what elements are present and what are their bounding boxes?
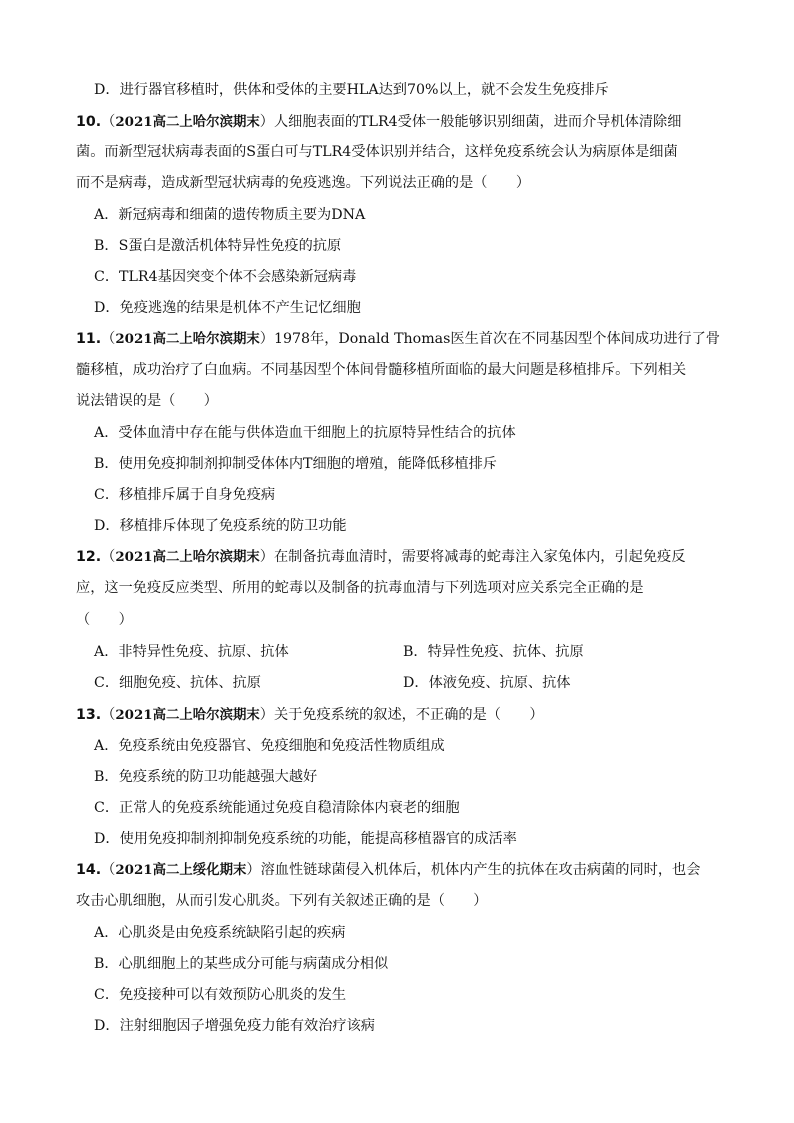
q10-option-b: B．S蛋白是激活机体特异性免疫的抗原: [94, 238, 342, 254]
q14-source-close: ）: [246, 862, 261, 878]
q11-option-d: D．移植排斥体现了免疫系统的防卫功能: [94, 518, 347, 534]
q11-number: 11.: [76, 331, 102, 347]
q12-number: 12.: [76, 549, 102, 565]
q12-option-c: C．细胞免疫、抗体、抗原: [94, 675, 261, 691]
q11-source: 2021高二上哈尔滨期末: [115, 331, 260, 347]
q12-source-close: ）: [259, 549, 274, 565]
q9-option-d: D．进行器官移植时，供体和受体的主要HLA达到70%以上，就不会发生免疫排斥: [94, 82, 609, 98]
q10-source: 2021高二上哈尔滨期末: [115, 114, 260, 130]
q14-option-c: C．免疫接种可以有效预防心肌炎的发生: [94, 987, 347, 1003]
q14-stem-line-2: 攻击心肌细胞，从而引发心肌炎。下列有关叙述正确的是（ ）: [76, 893, 488, 909]
q10-option-d: D．免疫逃逸的结果是机体不产生记忆细胞: [94, 300, 361, 316]
q14-stem-line-1: [76, 860, 700, 880]
q13-text-1: 关于免疫系统的叙述，不正确的是（ ）: [273, 707, 544, 723]
q13-option-b: B．免疫系统的防卫功能越强大越好: [94, 769, 318, 785]
q10-source-open: （: [101, 114, 116, 130]
q12-option-d: D．体液免疫、抗原、抗体: [403, 675, 571, 691]
q10-option-a: A．新冠病毒和细菌的遗传物质主要为DNA: [94, 207, 366, 223]
q11-source-open: （: [101, 331, 116, 347]
q13-option-a: A．免疫系统由免疫器官、免疫细胞和免疫活性物质组成: [94, 738, 445, 754]
q11-stem-line-1: [76, 329, 720, 349]
q12-stem-line-1: [76, 547, 685, 567]
q11-option-a: A．受体血清中存在能与供体造血干细胞上的抗原特异性结合的抗体: [94, 425, 516, 441]
q10-number: 10.: [76, 114, 102, 130]
q11-source-close: ）: [259, 331, 274, 347]
q14-option-d: D．注射细胞因子增强免疫力能有效治疗该病: [94, 1018, 375, 1034]
q14-source-open: （: [101, 862, 116, 878]
q10-text-1: 人细胞表面的TLR4受体一般能够识别细菌，进而介导机体清除细: [273, 114, 682, 130]
q13-source: 2021高二上哈尔滨期末: [115, 707, 260, 723]
q12-stem-line-3: （ ）: [76, 612, 133, 628]
q11-option-c: C．移植排斥属于自身免疫病: [94, 487, 276, 503]
q12-option-b: B．特异性免疫、抗体、抗原: [403, 644, 584, 660]
q11-option-b: B．使用免疫抑制剂抑制受体体内T细胞的增殖，能降低移植排斥: [94, 456, 497, 472]
q13-number: 13.: [76, 707, 102, 723]
q12-source-open: （: [101, 549, 116, 565]
q12-source: 2021高二上哈尔滨期末: [115, 549, 260, 565]
q12-option-a: A．非特异性免疫、抗原、抗体: [94, 644, 289, 660]
q12-stem-line-2: 应，这一免疫反应类型、所用的蛇毒以及制备的抗毒血清与下列选项对应关系完全正确的是: [76, 580, 644, 596]
q11-stem-line-3: 说法错误的是（ ）: [76, 393, 218, 409]
q14-option-b: B．心肌细胞上的某些成分可能与病菌成分相似: [94, 956, 389, 972]
q13-option-d: D．使用免疫抑制剂抑制免疫系统的功能，能提高移植器官的成活率: [94, 831, 517, 847]
q14-option-a: A．心肌炎是由免疫系统缺陷引起的疾病: [94, 925, 346, 941]
q10-option-c: C．TLR4基因突变个体不会感染新冠病毒: [94, 269, 357, 285]
q10-stem-line-2: 菌。而新型冠状病毒表面的S蛋白可与TLR4受体识别并结合，这样免疫系统会认为病原体是细菌: [76, 144, 678, 160]
q14-text-1: 溶血性链球菌侵入机体后，机体内产生的抗体在攻击病菌的同时，也会: [260, 862, 701, 878]
q10-source-close: ）: [259, 114, 274, 130]
q12-text-1: 在制备抗毒血清时，需要将减毒的蛇毒注入家兔体内，引起免疫反: [273, 549, 686, 565]
q13-source-close: ）: [259, 707, 274, 723]
q10-stem-line-1: [76, 112, 681, 132]
q14-number: 14.: [76, 862, 102, 878]
q14-source: 2021高二上绥化期末: [115, 862, 247, 878]
q13-stem-line-1: [76, 705, 544, 725]
q13-source-open: （: [101, 707, 116, 723]
q10-stem-line-3: 而不是病毒，造成新型冠状病毒的免疫逃逸。下列说法正确的是（ ）: [76, 175, 531, 191]
q11-text-1: 1978年，Donald Thomas医生首次在不同基因型个体间成功进行了骨: [273, 331, 720, 347]
q13-option-c: C．正常人的免疫系统能通过免疫自稳清除体内衰老的细胞: [94, 800, 460, 816]
q11-stem-line-2: 髓移植，成功治疗了白血病。不同基因型个体间骨髓移植所面临的最大问题是移植排斥。下列相关: [76, 362, 687, 378]
